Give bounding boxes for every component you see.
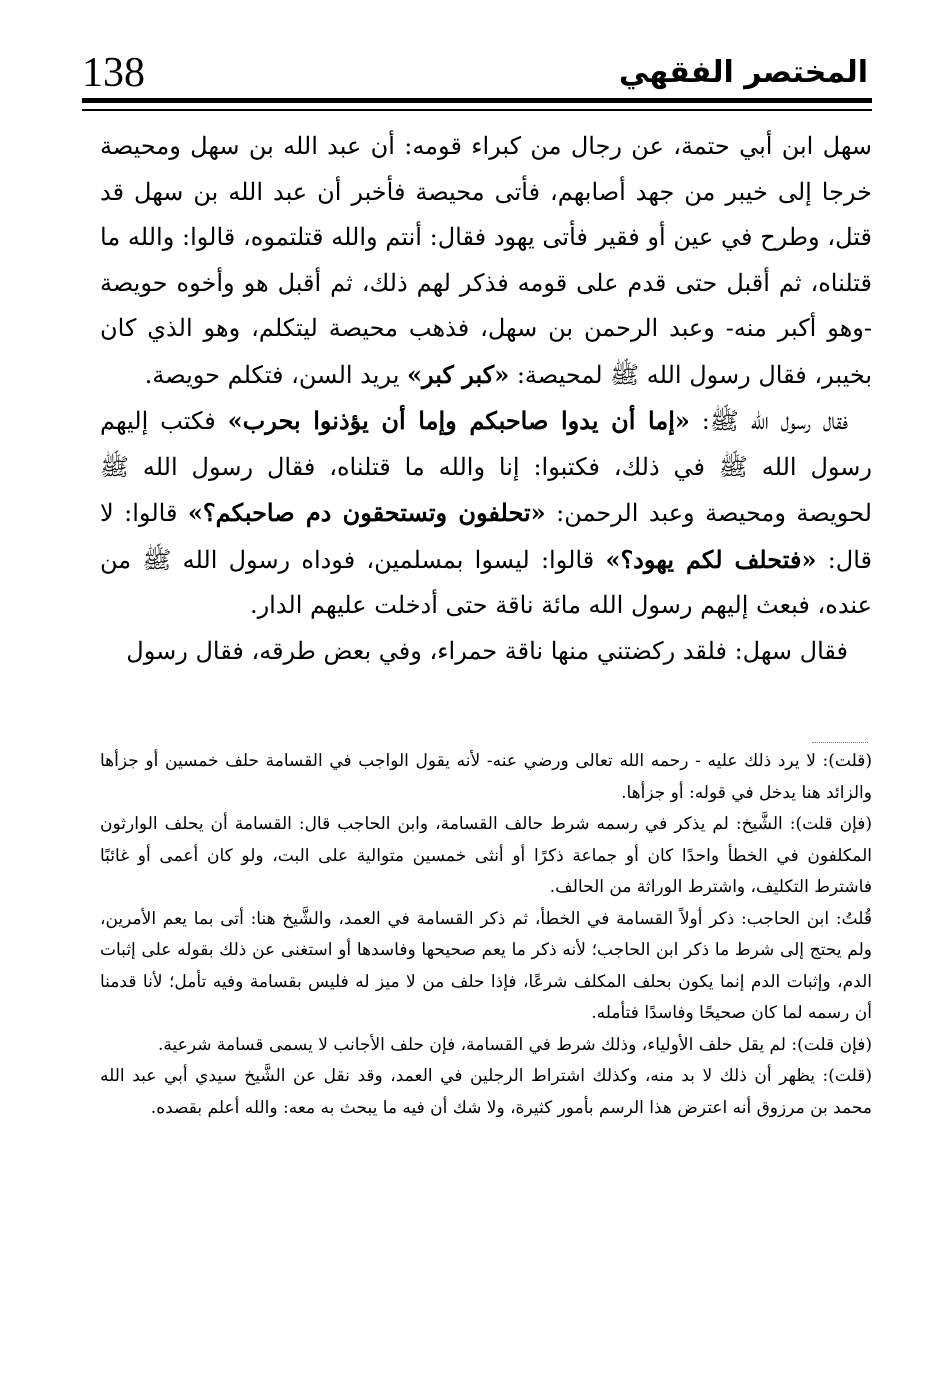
quoted-hadith: «فتحلف لكم يهود؟»	[605, 544, 817, 574]
paragraph-text: سهل ابن أبي حتمة، عن رجال من كبراء قومه: أن عبد الله بن سهل ومحيصة خرجا إلى خيبر من جهد أصابهم، فأتى محيصة فأخبر أن عبد الله بن سهل قد قتل، وطرح في عين أو فقير فأتى يهود فقال: أنتم والله قتلتموه، قالوا: والله ما قتلناه، ثم أقبل حتى قدم على قومه فذكر لهم ذلك، ثم أقبل هو وأخوه حويصة -وهو أكبر منه- وعبد الرحمن بن سهل، فذهب محيصة ليتكلم، وهو الذي كان بخيبر، فقال رسول الله ﷺ لمحيصة:	[100, 132, 872, 389]
footnote-divider	[812, 742, 868, 743]
footnote: قُلتُ: ابن الحاجب: ذكر أولاً القسامة في الخطأ، ثم ذكر القسامة في العمد، والشَّيخ هنا: أتى بما يعم الأمرين، ولم يحتج إلى شرط ما ذكر ابن الحاجب؛ لأنه ذكر ما يعم صحيحها وفاسدها أو استغنى عن ذلك بقوله على إثبات الدم، وإثبات الدم إنما يكون بحلف المكلف شرعًا، فإذا حلف من لا ميز له فليس بقسامة وفيه تأمل؛ لأنا قدمنا أن رسمه لما كان صحيحًا وفاسدًا فتأمله.	[100, 908, 872, 1023]
footnotes	[100, 746, 872, 1124]
running-title: المختصر الفقهي	[618, 55, 868, 90]
page-number: 138	[82, 50, 145, 96]
header-rule	[82, 98, 872, 103]
paragraph-text: قالوا: ليسوا بمسلمين، فوداه رسول الله ﷺ من عنده، فبعث إليهم رسول الله مائة ناقة حتى أدخلت عليهم الدار.	[100, 545, 872, 619]
quoted-hadith: «تحلفون وتستحقون دم صاحبكم؟»	[187, 498, 546, 527]
paragraph-sahl: فقال سهل: فلقد ركضتني منها ناقة حمراء، وفي بعض طرقه، فقال رسول	[126, 636, 848, 665]
paragraph-prophet-saying	[100, 398, 872, 629]
paragraph-text: يريد السن، فتكلم حويصة.	[144, 360, 408, 389]
header-rule-thin	[82, 109, 872, 111]
paragraph-text: فكتب إليهم رسول الله ﷺ في ذلك، فكتبوا: إنا والله ما قتلناه، فقال رسول الله ﷺ لحويصة ومحيصة وعبد الرحمن:	[100, 407, 872, 527]
main-text	[100, 124, 872, 674]
footnote: (قلت): لا يرد ذلك عليه - رحمه الله تعالى ورضي عنه- لأنه يقول الواجب في القسامة حلف خمسين أو جزأها والزائد هنا يدخل في قوله: أو جزأها.	[100, 751, 872, 803]
paragraph-text: فقال رسول الله ﷺ:	[689, 407, 849, 435]
footnote: (قلت): يظهر أن ذلك لا بد منه، وكذلك اشتراط الرجلين في العمد، وقد نقل عن الشَّيخ سيدي أبي عبد الله محمد بن مرزوق أنه اعترض هذا الرسم بأمور كثيرة، ولا شك أن فيه ما يبحث به معه: والله أعلم بقصده.	[100, 1066, 872, 1118]
quoted-hadith: «إما أن يدوا صاحبكم وإما أن يؤذنوا بحرب»	[227, 406, 690, 435]
paragraph-text: قالوا: لا قال:	[100, 499, 873, 574]
footnote: (فإن قلت): الشَّيخ: لم يذكر في رسمه شرط حالف القسامة، وابن الحاجب قال: القسامة أن يحلف الوارثون المكلفون في الخطأ واحدًا كان أو جماعة ذكرًا أو أنثى خمسين متوالية على البت، ولو كان أعمى أو غائبًا فاشترط التكليف، واشترط الوراثة من الحالف.	[100, 814, 872, 897]
paragraph-hadith-narration	[100, 124, 872, 398]
footnote: (فإن قلت): لم يقل حلف الأولياء، وذلك شرط في القسامة، فإن حلف الأجانب لا يسمى قسامة شرعية.	[158, 1034, 872, 1055]
quoted-hadith: «كبر كبر»	[407, 359, 510, 389]
